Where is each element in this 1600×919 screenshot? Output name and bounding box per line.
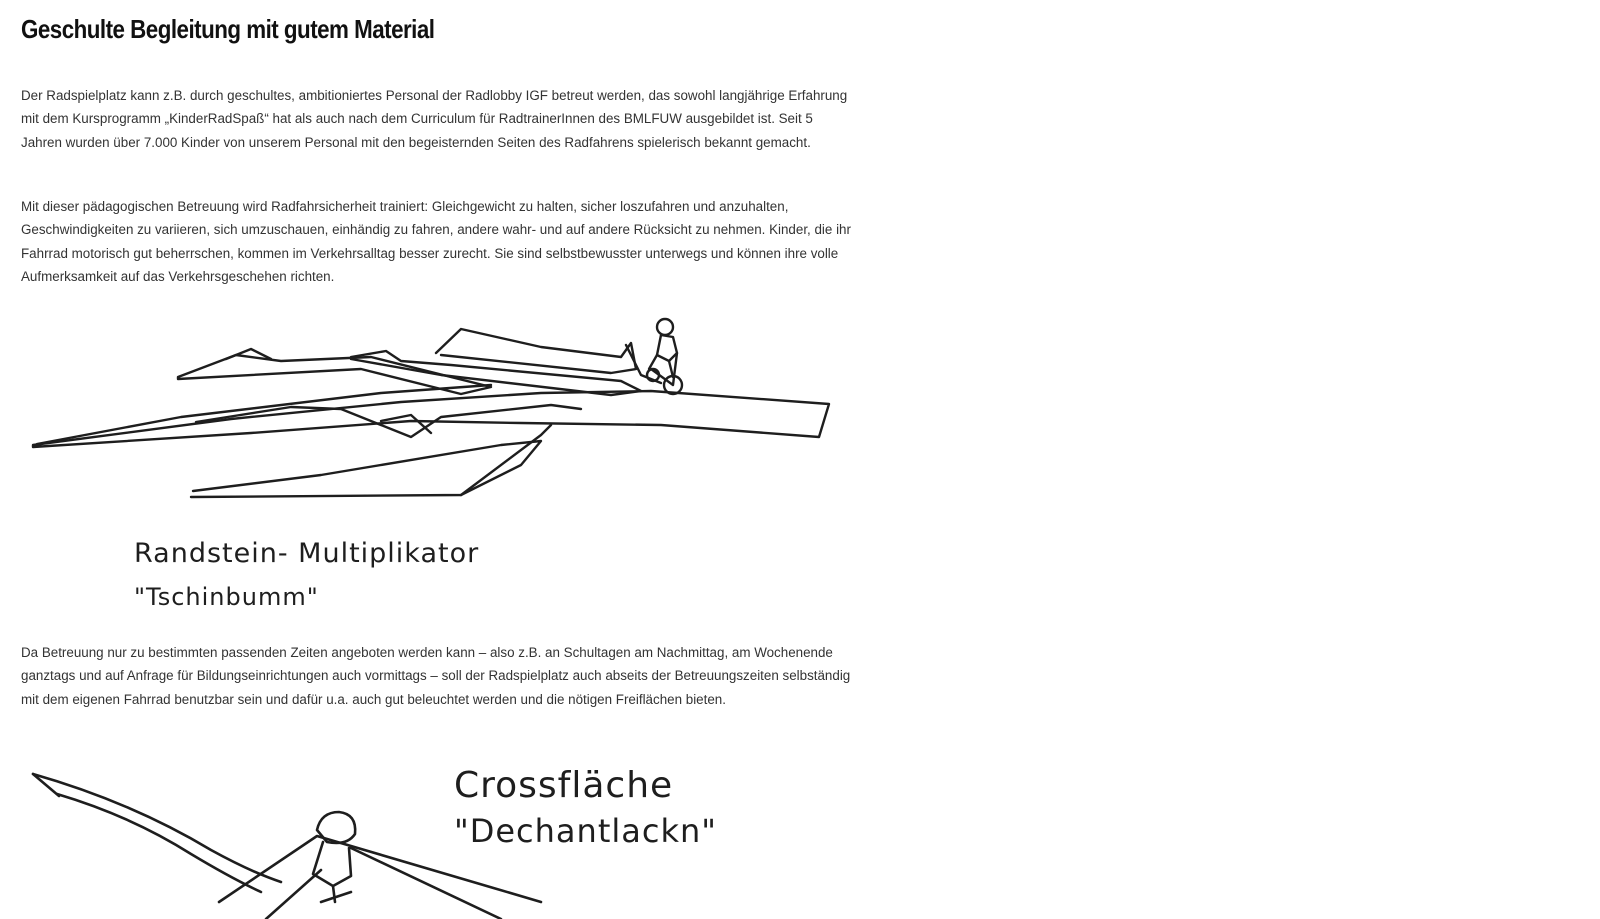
caption-randstein-line2: "Tschinbumm" — [134, 583, 319, 611]
paragraph-opening-hours: Da Betreuung nur zu bestimmten passenden Zeiten angeboten werden kann – also z.B. an Schultagen am Nachmittag, am Wochenende ganztags und auf Anfrage für Bildungseinrichtungen auch vormittags – soll der Radspielplatz auch abseits der Betreuungszeiten selbständig mit dem eigenen Fahrrad benutzbar sein und dafür u.a. auch gut beleuchtet werden und die nötigen Freiflächen bieten. — [21, 645, 851, 707]
section-title: Geschulte Begleitung mit gutem Material — [21, 14, 435, 44]
paragraph-safety-training: Mit dieser pädagogischen Betreuung wird Radfahrsicherheit trainiert: Gleichgewicht zu halten, sicher loszufahren und anzuhalten, Geschwindigkeiten zu variieren, sich umzuschauen, einhändig zu fahren, andere wahr- und auf andere Rücksicht zu nehmen. Kinder, die ihr Fahrrad motorisch gut beherrschen, kommen im Verkehrsalltag besser zurecht. Sie sind selbstbewusster unterwegs und können ihre volle Aufmerksamkeit auf das Verkehrsgeschehen richten. — [21, 199, 851, 284]
caption-randstein-line1: Randstein- Multiplikator — [134, 538, 480, 569]
sketch-crossflaeche-drawing — [21, 752, 861, 919]
paragraph-staff: Der Radspielplatz kann z.B. durch geschultes, ambitioniertes Personal der Radlobby IGF betreut werden, das sowohl langjährige Erfahrung mit dem Kursprogramm „KinderRadSpaß“ hat als auch nach dem Curriculum für RadtrainerInnen des BMLFUW ausgebildet ist. Seit 5 Jahren wurden über 7.000 Kinder von unserem Personal mit den begeisternden Seiten des Radfahrens spielerisch bekannt gemacht. — [21, 88, 848, 150]
caption-cross-line2: "Dechantlackn" — [454, 812, 717, 850]
caption-cross-line1: Crossfläche — [454, 765, 674, 806]
sketch-randstein-multiplikator — [21, 305, 861, 625]
sketch-crossflaeche — [21, 752, 861, 919]
sketch-randstein-drawing — [21, 305, 861, 625]
